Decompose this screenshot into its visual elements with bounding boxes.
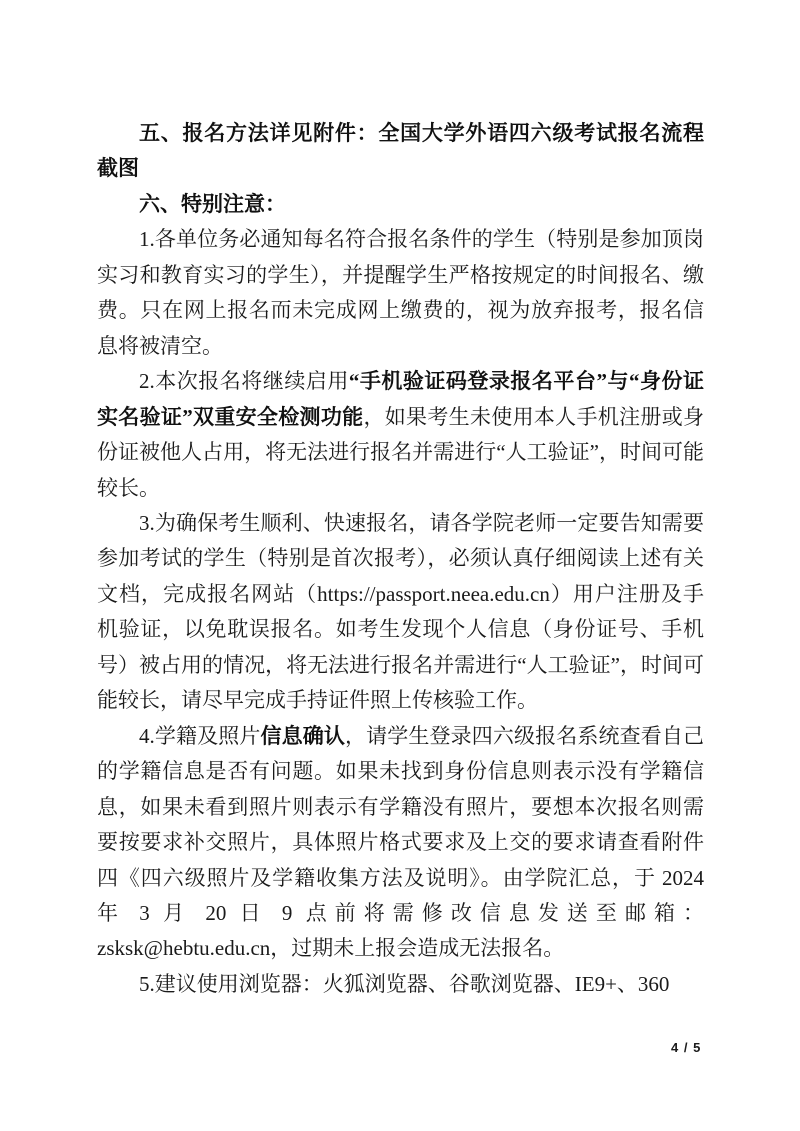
bold-text-run: 六、特别注意： (139, 192, 286, 216)
heading-paragraph (97, 187, 704, 222)
document-content (97, 116, 704, 1002)
text-run: 3.为确保考生顺利、快速报名，请各学院老师一定要告知需要参加考试的学生（特别是首次报考），必须认真仔细阅读上述有关文档，完成报名网站（https://passport.neea.edu.cn）用户注册及手机验证，以免耽误报名。如考生发现个人信息（身份证号、手机号）被占用的情况，将无法进行报名并需进行“人工验证”，时间可能较长，请尽早完成手持证件照上传核验工作。 (97, 510, 704, 713)
heading-paragraph (97, 116, 704, 187)
body-paragraph (97, 364, 704, 506)
bold-text-run: “手机验证码登录报名平台”与“身份证实名验证”双重安全检测功能 (97, 369, 704, 429)
page-number: 4 / 5 (671, 1040, 702, 1055)
text-run: ，如果考生未使用本人手机注册或身份证被他人占用，将无法进行报名并需进行“人工验证”，时间可能较长。 (97, 404, 705, 500)
text-run: 5.建议使用浏览器：火狐浏览器、谷歌浏览器、IE9+、360 (139, 971, 670, 996)
text-run: ，请学生登录四六级报名系统查看自己的学籍信息是否有问题。如果未找到身份信息则表示没有学籍信息，如果未看到照片则表示有学籍没有照片，要想本次报名则需要按要求补交照片，具体照片格式要求及上交的要求请查看附件四《四六级照片及学籍收集方法及说明》。由学院汇总，于 2024 年 3 月 20 日 9 点前将需修改信息发送至邮箱：zsksk@hebtu.edu.cn，过期未上报会造成无法报名。 (97, 723, 704, 961)
body-paragraph (97, 967, 704, 1002)
bold-text-run: 五、报名方法详见附件：全国大学外语四六级考试报名流程截图 (97, 122, 704, 181)
bold-text-run: 信息确认 (260, 723, 345, 748)
text-run: 4.学籍及照片 (139, 723, 261, 748)
body-paragraph (97, 506, 704, 719)
body-paragraph (97, 222, 704, 364)
text-run: 1.各单位务必通知每名符合报名条件的学生（特别是参加顶岗实习和教育实习的学生），并提醒学生严格按规定的时间报名、缴费。只在网上报名而未完成网上缴费的，视为放弃报考，报名信息将被清空。 (97, 227, 704, 358)
text-run: 2.本次报名将继续启用 (139, 369, 349, 394)
body-paragraph (97, 719, 704, 967)
